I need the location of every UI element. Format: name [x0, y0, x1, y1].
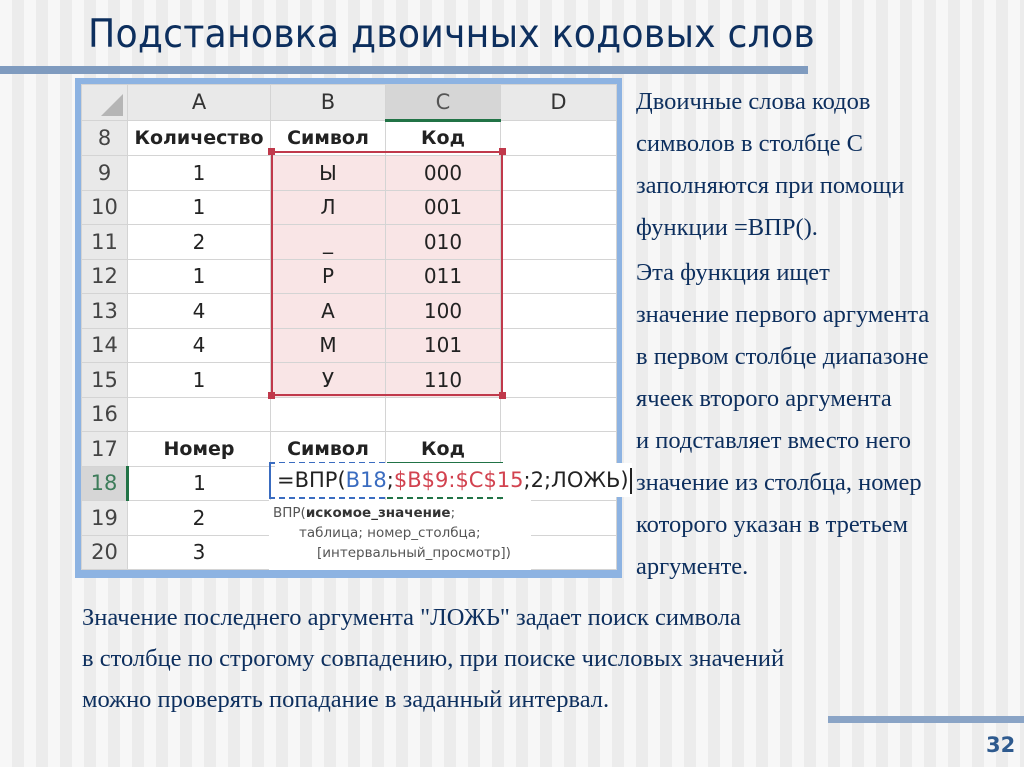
cell-a9[interactable]: 1 [128, 156, 271, 191]
column-header-row [82, 85, 617, 121]
table-row [82, 328, 617, 363]
tooltip-line3: [интервальный_просмотр]) [317, 545, 511, 561]
cell-c15[interactable]: 110 [386, 363, 501, 398]
cell-c11[interactable]: 010 [386, 225, 501, 260]
spreadsheet-screenshot [75, 78, 629, 578]
cell-b16[interactable] [271, 397, 386, 432]
column-header-a[interactable]: A [128, 85, 271, 121]
tooltip-func[interactable]: ВПР( [273, 505, 306, 521]
cell-a17[interactable]: Номер [128, 432, 271, 467]
row-header[interactable]: 8 [82, 120, 128, 156]
cell-d16[interactable] [501, 397, 617, 432]
cell-d12[interactable] [501, 259, 617, 294]
column-header-b[interactable]: B [271, 85, 386, 121]
cell-formula-editor[interactable] [275, 463, 632, 497]
cell-d10[interactable] [501, 190, 617, 225]
cell-d13[interactable] [501, 294, 617, 329]
text-line: Значение последнего аргумента "ЛОЖЬ" задает поиск символа [82, 604, 741, 631]
cell-c16[interactable] [386, 397, 501, 432]
text-line: символов в столбце С [636, 130, 864, 157]
cell-d11[interactable] [501, 225, 617, 260]
spreadsheet-table [81, 84, 617, 570]
table-row [82, 225, 617, 260]
spreadsheet-grid-area [81, 84, 629, 570]
table-row [82, 190, 617, 225]
cell-c8[interactable]: Код [386, 120, 501, 156]
row-header[interactable]: 11 [82, 225, 128, 260]
cell-d14[interactable] [501, 328, 617, 363]
cell-d15[interactable] [501, 363, 617, 398]
tooltip-arg-current: искомое_значение [305, 505, 451, 521]
text-line: которого указан в третьем [636, 511, 909, 538]
row-header[interactable]: 16 [82, 397, 128, 432]
row-header[interactable]: 17 [82, 432, 128, 467]
cell-d8[interactable] [501, 120, 617, 156]
text-line: аргументе. [636, 553, 749, 580]
cell-b9[interactable]: Ы [271, 156, 386, 191]
page-number: 32 [986, 733, 1016, 757]
cell-b15[interactable]: У [271, 363, 386, 398]
cell-a10[interactable]: 1 [128, 190, 271, 225]
row-header[interactable]: 18 [82, 466, 128, 501]
table-row [82, 432, 617, 467]
formula-ref-range: $B$9:$C$15 [393, 468, 524, 492]
formula-suffix: ;2;ЛОЖЬ) [523, 468, 629, 492]
select-all-corner[interactable] [82, 85, 128, 121]
table-row [82, 397, 617, 432]
slide-title: Подстановка двоичных кодовых слов [88, 12, 815, 57]
title-underline-bar [0, 66, 808, 74]
cell-a20[interactable]: 3 [128, 535, 271, 570]
table-row [82, 156, 617, 191]
function-tooltip [269, 500, 531, 570]
table-row [82, 259, 617, 294]
row-header[interactable]: 14 [82, 328, 128, 363]
text-line: Двоичные слова кодов [636, 88, 871, 115]
text-line: функции =ВПР(). [636, 214, 818, 241]
text-line: заполняются при помощи [636, 172, 905, 199]
explanation-paragraph-2 [636, 252, 1021, 588]
text-line: значение из столбца, номер [636, 469, 922, 496]
row-header[interactable]: 13 [82, 294, 128, 329]
cell-d9[interactable] [501, 156, 617, 191]
text-line: ячеек второго аргумента [636, 385, 892, 412]
text-line: и подставляет вместо него [636, 427, 912, 454]
cell-a12[interactable]: 1 [128, 259, 271, 294]
row-header[interactable]: 12 [82, 259, 128, 294]
text-line: Эта функция ищет [636, 259, 830, 286]
cell-b14[interactable]: М [271, 328, 386, 363]
cell-a13[interactable]: 4 [128, 294, 271, 329]
cell-d17[interactable] [501, 432, 617, 467]
cell-a16[interactable] [128, 397, 271, 432]
row-header[interactable]: 9 [82, 156, 128, 191]
text-line: в столбце по строгому совпадению, при поиске числовых значений [82, 645, 785, 672]
cell-a19[interactable]: 2 [128, 501, 271, 536]
column-header-c[interactable]: C [386, 85, 501, 121]
cell-c14[interactable]: 101 [386, 328, 501, 363]
cell-b10[interactable]: Л [271, 190, 386, 225]
bottom-note [82, 597, 784, 720]
column-header-d[interactable]: D [501, 85, 617, 121]
text-cursor [630, 468, 632, 494]
cell-c13[interactable]: 100 [386, 294, 501, 329]
table-row [82, 363, 617, 398]
formula-ref-b18: B18 [345, 468, 387, 492]
cell-b12[interactable]: Р [271, 259, 386, 294]
cell-a15[interactable]: 1 [128, 363, 271, 398]
table-row [82, 120, 617, 156]
footer-accent-bar [828, 716, 1024, 723]
cell-a11[interactable]: 2 [128, 225, 271, 260]
formula-separator: ; [386, 468, 394, 492]
cell-b8[interactable]: Символ [271, 120, 386, 156]
text-line: можно проверять попадание в заданный интервал. [82, 686, 610, 713]
cell-c10[interactable]: 001 [386, 190, 501, 225]
tooltip-line2: таблица; номер_столбца; [299, 525, 481, 541]
table-row [82, 294, 617, 329]
cell-b13[interactable]: А [271, 294, 386, 329]
row-header[interactable]: 20 [82, 535, 128, 570]
text-line: значение первого аргумента [636, 301, 930, 328]
row-header[interactable]: 15 [82, 363, 128, 398]
cell-c12[interactable]: 011 [386, 259, 501, 294]
cell-b17[interactable]: Символ [271, 432, 386, 467]
cell-a18[interactable]: 1 [128, 466, 271, 501]
tooltip-sep: ; [450, 505, 456, 521]
row-header[interactable]: 10 [82, 190, 128, 225]
formula-prefix: =ВПР( [277, 468, 346, 492]
cell-a14[interactable]: 4 [128, 328, 271, 363]
cell-c9[interactable]: 000 [386, 156, 501, 191]
cell-b11[interactable]: _ [271, 225, 386, 260]
cell-a8[interactable]: Количество [128, 120, 271, 156]
select-all-triangle-icon [101, 94, 123, 116]
cell-c17[interactable]: Код [386, 432, 501, 467]
explanation-paragraph-1 [636, 81, 1021, 249]
text-line: в первом столбце диапазоне [636, 343, 929, 370]
row-header[interactable]: 19 [82, 501, 128, 536]
